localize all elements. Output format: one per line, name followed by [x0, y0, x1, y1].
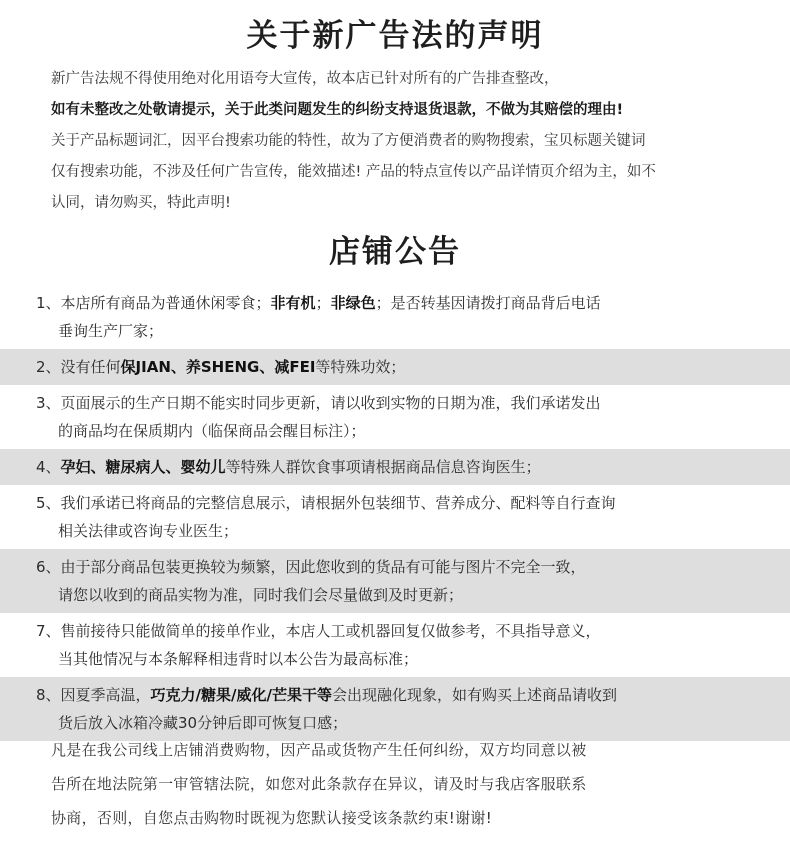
notice-text: 当其他情况与本条解释相违背时以本公告为最高标准；	[58, 650, 419, 668]
notice-text: 5、我们承诺已将商品的完整信息展示，请根据外包装细节、营养成分、配料等自行查询	[36, 494, 616, 512]
notice-text: 4、	[36, 458, 61, 476]
notice-highlight: 巧克力/糖果/威化/芒果干等	[150, 686, 332, 704]
notice-text: 垂询生产厂家；	[58, 322, 164, 340]
notice-text: 6、由于部分商品包装更换较为频繁，因此您收到的货品有可能与图片不完全一致，	[36, 558, 586, 576]
notice-text: 7、售前接待只能做简单的接单作业，本店人工或机器回复仅做参考，不具指导意义，	[36, 622, 601, 640]
notice-highlight: 非绿色	[330, 294, 376, 312]
notice-text: 货后放入冰箱冷藏30分钟后即可恢复口感；	[58, 714, 348, 732]
notice-text: 请您以收到的商品实物为准，同时我们会尽量做到及时更新；	[58, 586, 464, 604]
notice-line	[36, 517, 790, 545]
notice-item	[0, 285, 790, 349]
notice-line	[36, 417, 790, 445]
notice-line	[36, 553, 790, 581]
notice-text: 1、本店所有商品为普通休闲零食；	[36, 294, 271, 312]
notice-item	[0, 385, 790, 449]
jurisdiction-clause	[51, 733, 771, 835]
notice-line	[36, 453, 790, 481]
ad-law-statement-body	[51, 64, 771, 219]
notice-line	[36, 289, 790, 317]
notice-line	[36, 645, 790, 673]
notice-text: 等特殊功效；	[315, 358, 406, 376]
notice-item	[0, 677, 790, 741]
notice-line	[36, 317, 790, 345]
store-notice-list	[0, 285, 790, 741]
notice-text: 等特殊人群饮食事项请根据商品信息咨询医生；	[225, 458, 541, 476]
statement-line: 如有未整改之处敬请提示，关于此类问题发生的纠纷支持退货退款，不做为其赔偿的理由!	[51, 102, 624, 118]
notice-text: 相关法律或咨询专业医生；	[58, 522, 239, 540]
notice-line	[36, 389, 790, 417]
notice-highlight: 非有机	[270, 294, 316, 312]
notice-item	[0, 485, 790, 549]
notice-item	[0, 549, 790, 613]
clause-line: 凡是在我公司线上店铺消费购物，因产品或货物产生任何纠纷，双方均同意以被	[51, 741, 587, 759]
notice-line	[36, 489, 790, 517]
notice-text: 会出现融化现象，如有购买上述商品请收到	[331, 686, 617, 704]
clause-line: 告所在地法院第一审管辖法院，如您对此条款存在异议，请及时与我店客服联系	[51, 775, 587, 793]
notice-text: 2、没有任何	[36, 358, 121, 376]
statement-line: 关于产品标题词汇，因平台搜索功能的特性，故为了方便消费者的购物搜索，宝贝标题关键词	[51, 133, 646, 149]
notice-item	[0, 613, 790, 677]
ad-law-statement-title: 关于新广告法的声明	[246, 18, 544, 54]
notice-text: 的商品均在保质期内（临保商品会醒目标注）；	[58, 422, 366, 440]
notice-highlight: 保JIAN、养SHENG、减FEI	[120, 358, 316, 376]
notice-line	[36, 617, 790, 645]
statement-line: 新广告法规不得使用绝对化用语夸大宣传，故本店已针对所有的广告排查整改，	[51, 71, 559, 87]
notice-text: ；是否转基因请拨打商品背后电话	[375, 294, 601, 312]
notice-item	[0, 349, 790, 385]
store-notice-title: 店铺公告	[329, 234, 461, 270]
notice-line	[36, 681, 790, 709]
statement-line: 仅有搜索功能，不涉及任何广告宣传，能效描述! 产品的特点宣传以产品详情页介绍为主，如不	[51, 164, 656, 180]
notice-highlight: 孕妇、糖尿病人、婴幼儿	[60, 458, 226, 476]
clause-line: 协商，否则，自您点击购物时既视为您默认接受该条款约束!谢谢!	[51, 809, 493, 827]
notice-line	[36, 581, 790, 609]
notice-text: ；	[315, 294, 331, 312]
notice-text: 8、因夏季高温，	[36, 686, 151, 704]
notice-text: 3、页面展示的生产日期不能实时同步更新，请以收到实物的日期为准，我们承诺发出	[36, 394, 601, 412]
notice-line	[36, 353, 790, 381]
statement-line: 认同，请勿购买，特此声明!	[51, 195, 231, 211]
notice-item	[0, 449, 790, 485]
